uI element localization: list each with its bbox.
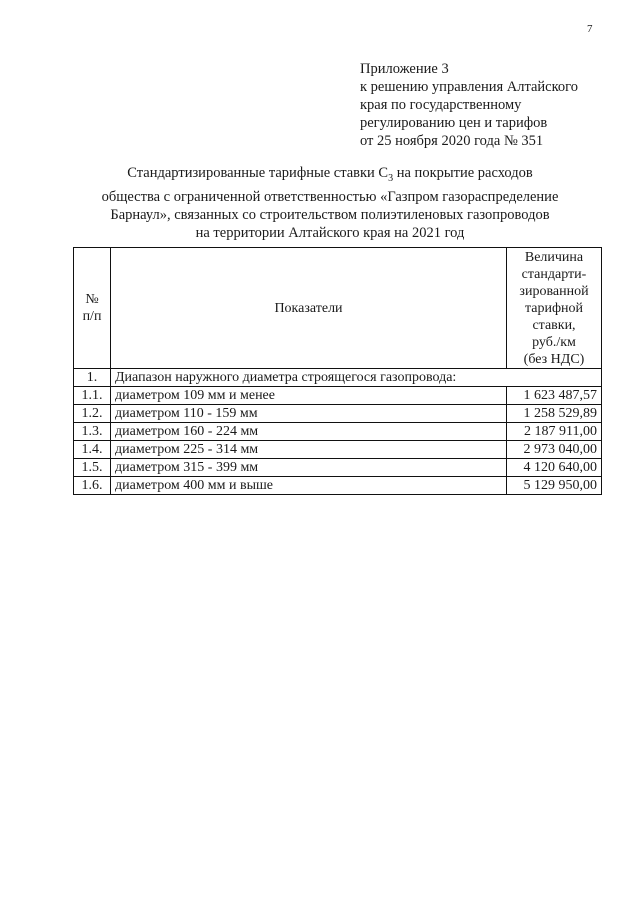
row-number: 1.1. [74, 387, 111, 405]
appendix-line: к решению управления Алтайского [360, 79, 579, 95]
document-title [60, 164, 600, 242]
row-value: 1 258 529,89 [507, 405, 602, 423]
row-number: 1.3. [74, 423, 111, 441]
table-row [74, 441, 602, 459]
title-line [60, 164, 600, 188]
title-line: общества с ограниченной ответственностью «Газпром газораспределение [101, 188, 559, 205]
header-value-line: руб./км [532, 334, 576, 350]
table-row [74, 459, 602, 477]
header-value-line: ставки, [532, 317, 576, 333]
rates-table [73, 247, 602, 495]
page-number: 7 [587, 23, 593, 35]
header-value-line: стандарти- [521, 266, 587, 282]
row-name: диаметром 110 - 159 мм [111, 405, 507, 423]
header-value-line: тарифной [524, 300, 584, 316]
row-name: диаметром 109 мм и менее [111, 387, 507, 405]
title-text: на покрытие расходов [393, 165, 533, 181]
appendix-line: Приложение 3 [360, 61, 449, 77]
title-line: Барнаул», связанных со строительством полиэтиленовых газопроводов [110, 206, 550, 223]
title-text: Стандартизированные тарифные ставки С [127, 165, 389, 181]
title-subscript: 3 [388, 172, 394, 184]
header-number-line2: п/п [82, 309, 102, 324]
row-value: 1 623 487,57 [507, 387, 602, 405]
row-value: 5 129 950,00 [507, 477, 602, 495]
row-name: диаметром 225 - 314 мм [111, 441, 507, 459]
header-value [507, 248, 602, 369]
row-number: 1.4. [74, 441, 111, 459]
row-name: диаметром 160 - 224 мм [111, 423, 507, 441]
title-line: на территории Алтайского края на 2021 год [195, 224, 465, 241]
row-number: 1. [74, 369, 111, 387]
header-number [74, 248, 111, 369]
header-number-line1: № [85, 292, 99, 307]
appendix-line: регулированию цен и тарифов [360, 115, 548, 131]
table-row [74, 423, 602, 441]
header-value-line: зированной [519, 283, 589, 299]
appendix-block [360, 60, 578, 150]
section-name: Диапазон наружного диаметра строящегося газопровода: [111, 369, 602, 387]
row-number: 1.6. [74, 477, 111, 495]
table-header-row [74, 248, 602, 369]
header-indicators: Показатели [111, 248, 507, 369]
row-value: 4 120 640,00 [507, 459, 602, 477]
appendix-line: от 25 ноября 2020 года № 351 [360, 133, 544, 149]
table-row [74, 405, 602, 423]
row-name: диаметром 400 мм и выше [111, 477, 507, 495]
row-value: 2 187 911,00 [507, 423, 602, 441]
table-row [74, 387, 602, 405]
table-row [74, 477, 602, 495]
row-number: 1.2. [74, 405, 111, 423]
row-number: 1.5. [74, 459, 111, 477]
header-value-line: Величина [524, 249, 584, 265]
row-value: 2 973 040,00 [507, 441, 602, 459]
section-row [74, 369, 602, 387]
header-value-line: (без НДС) [523, 351, 585, 367]
row-name: диаметром 315 - 399 мм [111, 459, 507, 477]
appendix-line: края по государственному [360, 97, 522, 113]
